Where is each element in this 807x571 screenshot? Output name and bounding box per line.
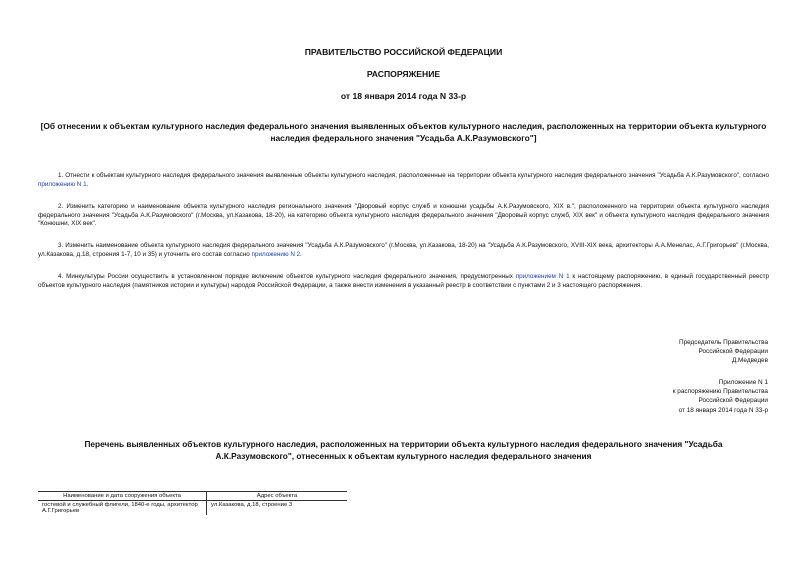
paragraph-3-end: . [300, 250, 302, 258]
appendix-header [673, 378, 768, 415]
column-header-name: Наименование и дата сооружения объекта [38, 492, 207, 501]
document-type: РАСПОРЯЖЕНИЕ [366, 69, 441, 79]
objects-table [38, 491, 347, 515]
paragraph-1 [38, 172, 769, 189]
appendix-1-link-2[interactable]: приложением N 1 [515, 273, 570, 280]
paragraph-3 [38, 242, 769, 259]
appendix-number: Приложение N 1 [718, 379, 768, 386]
table-header-row [38, 492, 347, 501]
object-name-cell: гостевой и служебный флигели, 1840-е годы, архитектор А.Г.Григорьев [42, 502, 198, 514]
paragraph-4 [38, 273, 769, 290]
list-title: Перечень выявленных объектов культурного наследия, расположенных на территории объекта культурного наследия федерального значения "Усадьба А.К.Разумовского", отнесенных к объектам культурного наследия федерального значения [84, 439, 723, 461]
signature-position: Председатель Правительства [679, 339, 768, 346]
appendix-1-link[interactable]: приложению N 1 [38, 180, 87, 188]
appendix-ref: к распоряжению Правительства [672, 388, 768, 396]
signature-org: Российской Федерации [698, 348, 768, 356]
paragraph-1-end: . [86, 180, 89, 188]
paragraph-1-text: 1. Отнести к объектам культурного наследия федерального значения выявленные объекты культурного наследия, расположенные на территории объекта культурного наследия федерального значения "Усадьба А.К.Разумовского", согласно [58, 172, 769, 179]
signature-name: Д.Медведев [731, 357, 768, 365]
government-name: ПРАВИТЕЛЬСТВО РОССИЙСКОЙ ФЕДЕРАЦИИ [304, 47, 503, 57]
paragraph-4-end: к настоящему распоряжению, в единый государственный реестр объектов культурного наследия (памятников истории и культуры) народов Российской Федерации, а также внести изменения в указанный реестр в соответствии с пунктами 2 и 3 настоящего распоряжения. [38, 273, 769, 289]
document-subject: [Об отнесении к объектам культурного наследия федерального значения выявленных объектов культурного наследия, расположенных на территории объекта культурного наследия федерального значения "Усадьба А.К.Разумовского"] [40, 121, 767, 143]
object-address-cell: ул.Казакова, д.18, строение 3 [207, 501, 348, 516]
signature-block [679, 338, 768, 366]
appendix-org: Российской Федерации [698, 397, 768, 405]
document-date: от 18 января 2014 года N 33-р [340, 91, 467, 101]
column-header-address: Адрес объекта [207, 492, 348, 501]
appendix-date: от 18 января 2014 года N 33-р [678, 406, 768, 414]
paragraph-4-text: 4. Минкультуры России осуществить в установленном порядке включение объектов культурного наследия федерального значения, предусмотренных [58, 273, 516, 280]
paragraph-3-text: 3. Изменить наименование объекта культурного наследия федерального значения "Усадьба А.К.Разумовского" (г.Москва, ул.Казакова, 18-20) на "Усадьба А.К.Разумовского, XVIII-XIX века, архитекторы А.А.Менелас, А.Г.Григорьев" (г.Москва, ул.Казакова, д.18, строения 1-7, 10 и 35) и уточнить его состав согласно [38, 242, 769, 258]
appendix-2-link[interactable]: приложению N 2 [251, 250, 301, 258]
paragraph-2: 2. Изменить категорию и наименование объекта культурного наследия регионального значения "Дворовый корпус служб и конюшни усадьбы А.К.Разумовского, XIX в.", расположенного на территории объекта культурного наследия федерального значения "Усадьба А.К.Разумовского" (г.Москва, ул.Казакова, 18-20), на категорию объекта культурного наследия федерального значения "Дворовый корпус служб, XIX век" и объекта культурного наследия федерального значения "Конюшни, XIX век". [38, 203, 769, 228]
table-row [38, 501, 347, 516]
